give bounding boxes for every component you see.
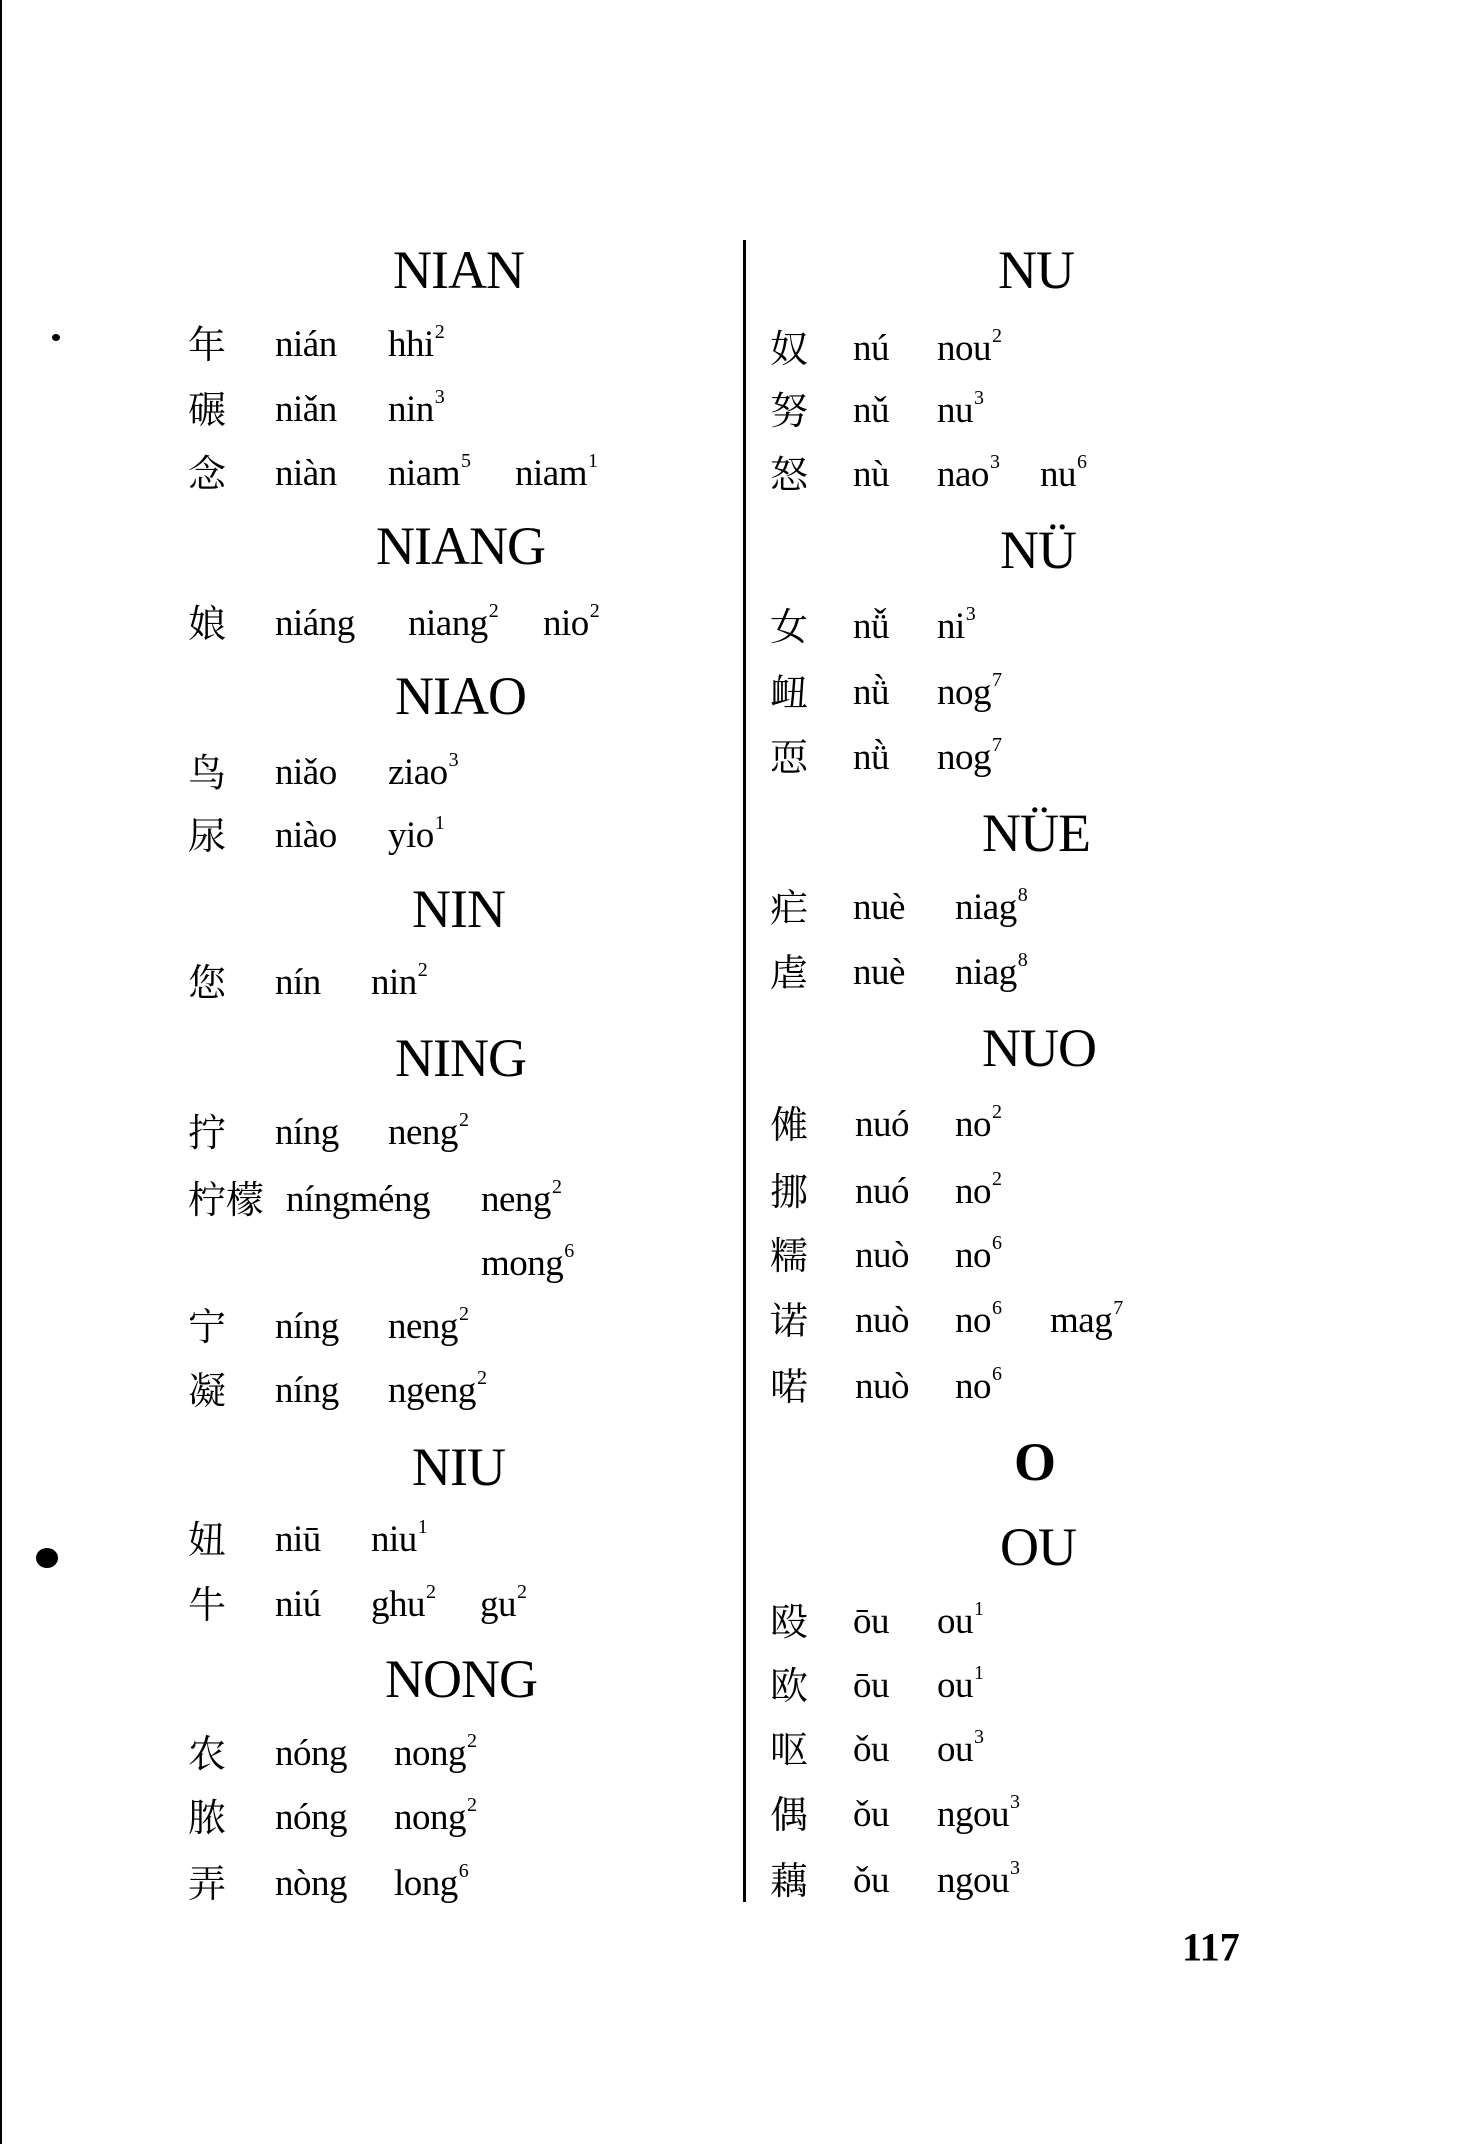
tone-number: 3 <box>989 451 1000 473</box>
reading-text: niang <box>408 603 488 644</box>
hanzi: 呕 <box>770 1728 809 1772</box>
reading <box>480 1583 527 1632</box>
tone-number: 6 <box>992 1363 1002 1385</box>
hanzi: 脓 <box>188 1796 227 1840</box>
pinyin: níng <box>275 1112 339 1153</box>
tone-number: 2 <box>434 321 445 343</box>
reading <box>955 1170 1002 1219</box>
tone-number: 2 <box>992 1101 1002 1123</box>
reading <box>515 452 597 501</box>
reading <box>388 814 444 863</box>
reading <box>937 453 999 502</box>
pinyin: nuò <box>855 1300 909 1341</box>
tone-number: 2 <box>517 1581 527 1603</box>
tone-number: 8 <box>1017 949 1028 971</box>
pinyin: ōu <box>853 1601 889 1642</box>
reading-text: long <box>394 1863 458 1904</box>
reading-text: niu <box>371 1519 417 1560</box>
pinyin: nǚ <box>853 606 889 647</box>
tone-number: 2 <box>589 600 600 622</box>
reading <box>937 1859 1020 1908</box>
hanzi: 诺 <box>770 1299 809 1343</box>
tone-number: 7 <box>1113 1297 1123 1319</box>
reading-text: niag <box>955 887 1017 928</box>
reading-text: nog <box>937 737 991 778</box>
reading-text: ou <box>937 1729 973 1770</box>
reading <box>388 1305 468 1354</box>
hanzi: 尿 <box>188 814 227 858</box>
reading-text: no <box>955 1171 991 1212</box>
page-number: 117 <box>1182 1924 1240 1970</box>
reading <box>937 671 1002 720</box>
hanzi: 拧 <box>188 1111 227 1155</box>
reading <box>937 327 1002 376</box>
section-heading: NIAN <box>393 240 524 300</box>
reading <box>388 323 444 372</box>
hanzi: 碾 <box>188 388 227 432</box>
tone-number: 1 <box>587 450 598 472</box>
pinyin: nín <box>275 962 321 1003</box>
reading <box>388 751 458 800</box>
reading-text: mag <box>1050 1300 1113 1341</box>
tone-number: 7 <box>992 669 1002 691</box>
reading <box>937 736 1002 785</box>
pinyin: níng <box>275 1306 339 1347</box>
tone-number: 1 <box>434 812 445 834</box>
hanzi: 娘 <box>188 602 227 646</box>
reading-text: nou <box>937 328 991 369</box>
pinyin: niào <box>275 815 337 856</box>
pinyin: nuò <box>855 1366 909 1407</box>
tone-number: 3 <box>1010 1857 1020 1879</box>
pinyin: níngméng <box>286 1179 430 1220</box>
tone-number: 6 <box>992 1232 1002 1254</box>
pinyin: nǔ <box>853 390 889 431</box>
pinyin: ōu <box>853 1665 889 1706</box>
scan-speck <box>36 1548 58 1568</box>
hanzi: 欧 <box>770 1664 809 1708</box>
reading <box>394 1796 477 1845</box>
hanzi: 宁 <box>188 1305 227 1349</box>
section-heading: NIN <box>412 879 505 939</box>
tone-number: 1 <box>417 1516 428 1538</box>
tone-number: 2 <box>992 325 1002 347</box>
reading-text: ngeng <box>388 1370 476 1411</box>
section-heading: NONG <box>385 1649 537 1709</box>
tone-number: 1 <box>974 1598 984 1620</box>
section-heading: OU <box>1000 1517 1076 1577</box>
reading-text: nong <box>394 1797 466 1838</box>
reading-text: no <box>955 1235 991 1276</box>
pinyin: ǒu <box>853 1729 889 1770</box>
tone-number: 8 <box>1017 884 1028 906</box>
section-heading: NIAO <box>395 666 526 726</box>
hanzi: 殴 <box>770 1600 809 1644</box>
pinyin: ǒu <box>853 1860 889 1901</box>
tone-number: 1 <box>974 1662 984 1684</box>
pinyin: niáng <box>275 603 355 644</box>
tone-number: 2 <box>458 1303 469 1325</box>
section-heading: NÜE <box>982 803 1090 863</box>
pinyin: nuó <box>855 1171 909 1212</box>
pinyin: nú <box>853 328 889 369</box>
section-heading: NING <box>395 1028 526 1088</box>
section-heading: NU <box>998 240 1074 300</box>
hanzi: 女 <box>770 605 809 649</box>
reading <box>937 1728 984 1777</box>
reading-text: nao <box>937 454 989 495</box>
tone-number: 2 <box>467 1794 477 1816</box>
reading-text: yio <box>388 815 434 856</box>
pinyin: nǜ <box>853 672 889 713</box>
reading-text: neng <box>388 1306 458 1347</box>
hanzi: 柠檬 <box>188 1178 265 1222</box>
tone-number: 3 <box>1010 1791 1020 1813</box>
hanzi: 恧 <box>770 736 809 780</box>
tone-number: 2 <box>992 1168 1002 1190</box>
reading <box>937 389 984 438</box>
reading-text: no <box>955 1300 991 1341</box>
reading <box>394 1862 468 1911</box>
reading-text: nu <box>1040 454 1076 495</box>
reading <box>543 602 599 651</box>
hanzi: 年 <box>188 323 227 367</box>
section-heading: NIU <box>412 1437 505 1497</box>
page-edge-line <box>0 0 2 2144</box>
pinyin: nuó <box>855 1104 909 1145</box>
reading <box>388 388 444 437</box>
reading <box>371 1583 436 1632</box>
section-heading: NÜ <box>1000 520 1076 580</box>
reading-text: gu <box>480 1584 516 1625</box>
tone-number: 3 <box>434 386 445 408</box>
reading <box>371 1518 427 1567</box>
hanzi: 妞 <box>188 1518 227 1562</box>
reading <box>408 602 498 651</box>
pinyin: níng <box>275 1370 339 1411</box>
hanzi: 您 <box>188 961 227 1005</box>
hanzi: 衄 <box>770 671 809 715</box>
reading-text: nin <box>388 389 434 430</box>
reading <box>388 1369 486 1418</box>
reading-text: neng <box>481 1179 551 1220</box>
reading-text: niam <box>388 453 460 494</box>
pinyin: nǜ <box>853 737 889 778</box>
hanzi: 鸟 <box>188 751 227 795</box>
reading <box>937 1600 984 1649</box>
tone-number: 2 <box>467 1730 477 1752</box>
reading <box>955 886 1027 935</box>
reading <box>955 1365 1002 1414</box>
reading-text: nog <box>937 672 991 713</box>
reading <box>937 1664 984 1713</box>
hanzi: 偶 <box>770 1793 809 1837</box>
pinyin: niàn <box>275 453 337 494</box>
reading-text: ghu <box>371 1584 425 1625</box>
reading-text: ngou <box>937 1860 1009 1901</box>
section-heading: NUO <box>982 1018 1096 1078</box>
reading <box>955 1234 1002 1283</box>
reading <box>955 951 1027 1000</box>
reading <box>937 1793 1020 1842</box>
reading <box>937 605 975 654</box>
hanzi: 傩 <box>770 1103 809 1147</box>
reading <box>481 1242 574 1291</box>
reading <box>388 452 470 501</box>
reading-text: no <box>955 1104 991 1145</box>
reading-text: niam <box>515 453 587 494</box>
pinyin: nián <box>275 324 337 365</box>
tone-number: 3 <box>974 387 984 409</box>
reading-text: ou <box>937 1601 973 1642</box>
hanzi: 糯 <box>770 1234 809 1278</box>
tone-number: 6 <box>458 1860 469 1882</box>
reading-text: nio <box>543 603 589 644</box>
reading <box>1050 1299 1123 1348</box>
reading <box>371 961 427 1010</box>
pinyin: niú <box>275 1584 321 1625</box>
hanzi: 藕 <box>770 1859 809 1903</box>
tone-number: 2 <box>426 1581 436 1603</box>
reading-text: nong <box>394 1733 466 1774</box>
tone-number: 2 <box>488 600 499 622</box>
tone-number: 7 <box>992 734 1002 756</box>
column-divider <box>743 240 746 1902</box>
reading <box>394 1732 477 1781</box>
tone-number: 2 <box>458 1109 469 1131</box>
reading-text: nin <box>371 962 417 1003</box>
reading-text: neng <box>388 1112 458 1153</box>
reading <box>481 1178 561 1227</box>
reading-text: no <box>955 1366 991 1407</box>
tone-number: 3 <box>965 603 976 625</box>
tone-number: 2 <box>417 959 428 981</box>
pinyin: nuò <box>855 1235 909 1276</box>
hanzi: 弄 <box>188 1862 227 1906</box>
reading-text: ou <box>937 1665 973 1706</box>
pinyin: nuè <box>853 952 905 993</box>
tone-number: 2 <box>551 1176 562 1198</box>
section-heading: NIANG <box>376 516 545 576</box>
tone-number: 6 <box>992 1297 1002 1319</box>
reading-text: ni <box>937 606 965 647</box>
tone-number: 2 <box>476 1367 487 1389</box>
tone-number: 6 <box>1077 451 1087 473</box>
pinyin: nù <box>853 454 889 495</box>
hanzi: 凝 <box>188 1369 227 1413</box>
reading <box>955 1103 1002 1152</box>
pinyin: niǎo <box>275 752 337 793</box>
letter-heading: O <box>1014 1432 1056 1492</box>
tone-number: 5 <box>460 450 471 472</box>
reading-text: mong <box>481 1243 564 1284</box>
reading-text: hhi <box>388 324 434 365</box>
reading-text: ngou <box>937 1794 1009 1835</box>
tone-number: 3 <box>974 1726 984 1748</box>
reading <box>1040 453 1087 502</box>
pinyin: nuè <box>853 887 905 928</box>
hanzi: 挪 <box>770 1170 809 1214</box>
reading-text: niag <box>955 952 1017 993</box>
scan-speck <box>52 334 60 341</box>
hanzi: 虐 <box>770 951 809 995</box>
pinyin: nóng <box>275 1733 347 1774</box>
hanzi: 农 <box>188 1732 227 1776</box>
reading-text: nu <box>937 390 973 431</box>
reading-text: ziao <box>388 752 448 793</box>
hanzi: 牛 <box>188 1583 227 1627</box>
pinyin: niǎn <box>275 389 337 430</box>
tone-number: 6 <box>564 1240 574 1262</box>
pinyin: ǒu <box>853 1794 889 1835</box>
hanzi: 怒 <box>770 453 809 497</box>
pinyin: nóng <box>275 1797 347 1838</box>
pinyin: nòng <box>275 1863 347 1904</box>
hanzi: 努 <box>770 389 809 433</box>
reading <box>955 1299 1002 1348</box>
hanzi: 喏 <box>770 1365 809 1409</box>
hanzi: 疟 <box>770 886 809 930</box>
hanzi: 奴 <box>770 327 809 371</box>
reading <box>388 1111 468 1160</box>
hanzi: 念 <box>188 452 227 496</box>
pinyin: niū <box>275 1519 321 1560</box>
tone-number: 3 <box>448 749 459 771</box>
